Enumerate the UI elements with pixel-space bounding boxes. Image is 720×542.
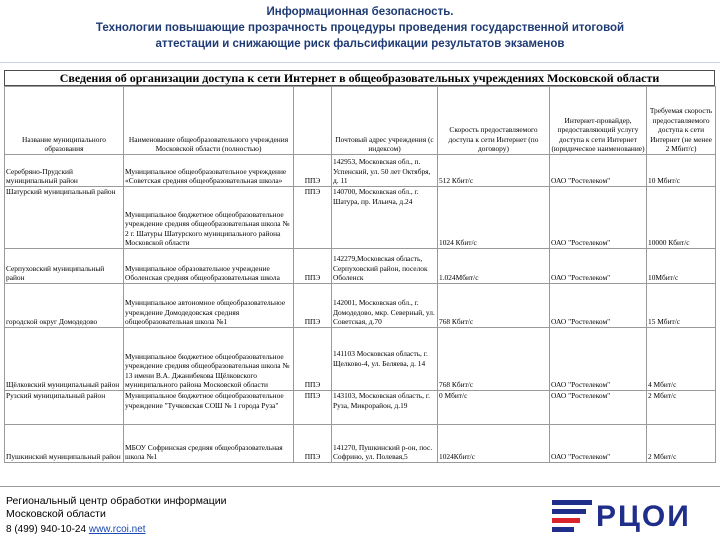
table-row — [5, 155, 716, 187]
cell-ppe: ППЭ — [294, 425, 332, 463]
cell-required: 2 Мбит/с — [647, 425, 716, 463]
cell-required: 10Мбит/с — [647, 249, 716, 284]
cell-provider: ОАО "Ростелеком" — [550, 328, 647, 391]
header-address: Почтовый адрес учреждения (с индексом) — [332, 87, 438, 155]
table-row — [5, 284, 716, 328]
cell-required: 10 Мбит/с — [647, 155, 716, 187]
header-speed: Скорость предоставляемого доступа к сети Интернет (по договору) — [438, 87, 550, 155]
cell-speed: 1024Кбит/с — [438, 425, 550, 463]
footer-organization — [6, 495, 266, 521]
cell-required: 15 Мбит/с — [647, 284, 716, 328]
cell-district: Серпуховский муниципальный район — [5, 249, 124, 284]
cell-address: 141103 Московская область, г. Щелково-4, ул. Беляева, д. 14 — [332, 328, 438, 391]
cell-school: Муниципальное автономное общеобразовательное учреждение Домодедовская средняя общеобразовательная школа №1 — [124, 284, 294, 328]
slide-header — [0, 0, 720, 63]
header-required: Требуемая скорость предоставляемого доступа к сети Интернет (не менее 2 Мбит/с) — [647, 87, 716, 155]
cell-district: городской округ Домодедово — [5, 284, 124, 328]
cell-provider: ОАО "Ростелеком" — [550, 155, 647, 187]
title-line-2: Технологии повышающие прозрачность процедуры проведения государственной итоговой — [95, 22, 625, 34]
header-ppe — [294, 87, 332, 155]
cell-ppe: ППЭ — [294, 187, 332, 249]
cell-district: Серебряно-Прудский муниципальный район — [5, 155, 124, 187]
cell-school: Муниципальное бюджетное общеобразовательное учреждение средняя общеобразовательная школа № 13 имени В.А. Джанибекова Щёлковского муниципального района Московской области — [124, 328, 294, 391]
cell-address: 142279,Московская область, Серпуховский район, поселок Оболенск — [332, 249, 438, 284]
cell-ppe: ППЭ — [294, 391, 332, 425]
table-header-row — [5, 87, 716, 155]
footer-org-line-1: Региональный центр обработки информации — [6, 495, 227, 507]
cell-provider: ОАО "Ростелеком" — [550, 249, 647, 284]
cell-speed: 1024 Кбит/с — [438, 187, 550, 249]
cell-speed: 768 Кбит/с — [438, 328, 550, 391]
cell-speed: 768 Кбит/с — [438, 284, 550, 328]
access-table — [4, 86, 716, 463]
sheet-title: Сведения об организации доступа к сети Интернет в общеобразовательных учреждениях Московской области — [4, 70, 715, 86]
cell-required: 10000 Кбит/с — [647, 187, 716, 249]
table-row — [5, 425, 716, 463]
slide-title — [0, 4, 720, 52]
footer-phone: 8 (499) 940-10-24 — [6, 524, 87, 535]
cell-speed: 1.024Мбит/с — [438, 249, 550, 284]
cell-provider: ОАО "Ростелеком" — [550, 391, 647, 425]
footer-contacts — [6, 524, 146, 535]
cell-ppe: ППЭ — [294, 284, 332, 328]
table-row — [5, 249, 716, 284]
slide-footer — [0, 486, 720, 541]
cell-address: 142001, Московская обл., г. Домодедово, мкр. Северный, ул. Советская, д.70 — [332, 284, 438, 328]
table-row — [5, 391, 716, 425]
header-school: Наименование общеобразовательного учреждения Московской области (полностью) — [124, 87, 294, 155]
cell-district: Шатурский муниципальный район — [5, 187, 124, 249]
cell-address: 143103, Московская область, г. Руза, Микрорайон, д.19 — [332, 391, 438, 425]
cell-address: 142953, Московская обл., п. Успенский, ул. 50 лет Октября, д. 11 — [332, 155, 438, 187]
title-line-3: аттестации и снижающие риск фальсификации результатов экзаменов — [155, 38, 565, 50]
logo-text: РЦОИ — [596, 500, 691, 533]
cell-ppe: ППЭ — [294, 249, 332, 284]
cell-school: Муниципальное общеобразовательное учреждение «Советская средняя общеобразовательная школа» — [124, 155, 294, 187]
logo-mark-icon — [548, 497, 594, 537]
cell-provider: ОАО "Ростелеком" — [550, 284, 647, 328]
cell-district: Пушкинский муниципальный район — [5, 425, 124, 463]
cell-provider: ОАО "Ростелеком" — [550, 187, 647, 249]
cell-school: Муниципальное образовательное учреждение Оболенская средняя общеобразовательная школа — [124, 249, 294, 284]
cell-district: Щёлковский муниципальный район — [5, 328, 124, 391]
cell-school: Муниципальное бюджетное общеобразовательное учреждение средняя общеобразовательная школа № 2 г. Шатуры Шатурского муниципального района Московской области — [124, 187, 294, 249]
rcoi-logo — [548, 497, 708, 537]
cell-ppe: ППЭ — [294, 155, 332, 187]
cell-school: Муниципальное бюджетное общеобразовательное учреждение "Тучковская СОШ № 1 города Руза" — [124, 391, 294, 425]
table-row — [5, 328, 716, 391]
header-district: Название муниципального образования — [5, 87, 124, 155]
cell-ppe: ППЭ — [294, 328, 332, 391]
cell-speed: 0 Мбит/с — [438, 391, 550, 425]
cell-address: 141270, Пушкинский р-он, пос. Софрино, ул. Полевая,5 — [332, 425, 438, 463]
cell-district: Рузский муниципальный район — [5, 391, 124, 425]
cell-address: 140700, Московская обл., г. Шатура, пр. Ильича, д.24 — [332, 187, 438, 249]
table-row — [5, 187, 716, 249]
footer-website-link[interactable]: www.rcoi.net — [88, 524, 146, 535]
cell-speed: 512 Кбит/с — [438, 155, 550, 187]
cell-required: 4 Мбит/с — [647, 328, 716, 391]
cell-provider: ОАО "Ростелеком" — [550, 425, 647, 463]
title-line-1: Информационная безопасность. — [266, 6, 454, 18]
header-provider: Интернет-провайдер, предоставляющий услугу доступа к сети Интернет (юридическое наименование) — [550, 87, 647, 155]
cell-required: 2 Мбит/с — [647, 391, 716, 425]
cell-school: МБОУ Софринская средняя общеобразовательная школа №1 — [124, 425, 294, 463]
footer-org-line-2: Московской области — [6, 508, 106, 520]
